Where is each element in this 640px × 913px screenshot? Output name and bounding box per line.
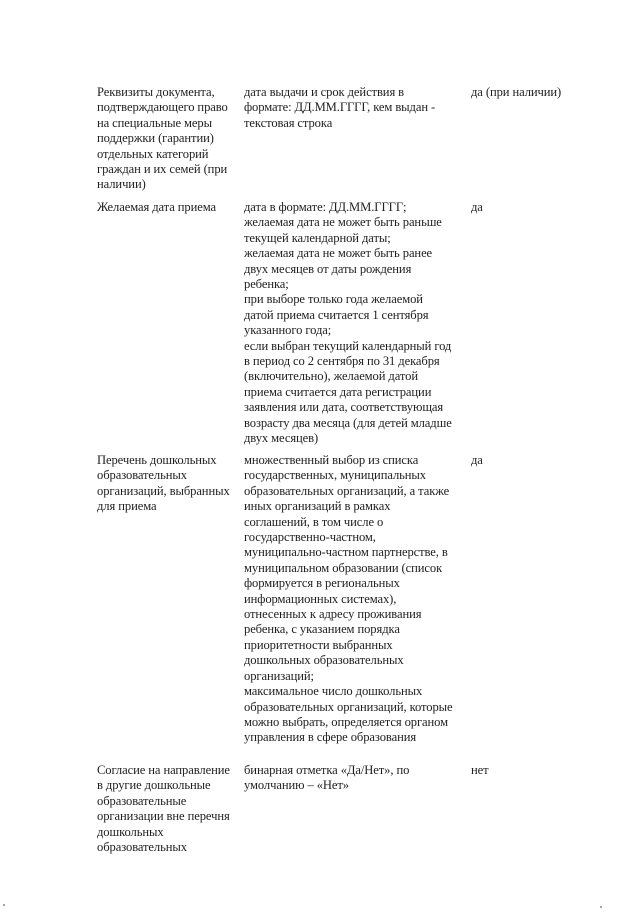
field-format-cell: множественный выбор из списка государственных, муниципальных образовательных организаций, а также иных организаций в рамках соглашений, в том числе о государственно-частном, муниципально-частном партнерстве, в муниципальном образовании (список формируется в региональных информационных системах), отнесенных к адресу проживания ребенка, с указанием порядка приоритетности выбранных дошкольных образовательных организаций; максимальное число дошкольных образовательных организаций, которые можно выбрать, определяется органом управления в сфере образования xyxy=(244,453,453,745)
field-format-cell: дата выдачи и срок действия в формате: ДД.ММ.ГГГГ, кем выдан - текстовая строка xyxy=(244,85,436,130)
field-name-cell: Желаемая дата приема xyxy=(97,200,217,214)
field-format-cell: бинарная отметка «Да/Нет», по умолчанию – «Нет» xyxy=(244,763,410,793)
field-name-cell: Реквизиты документа, подтверждающего право на специальные меры поддержки (гарантии) отдельных категорий граждан и их семей (при наличии) xyxy=(97,85,228,192)
field-required-cell: нет xyxy=(471,763,489,777)
scan-speck xyxy=(600,906,602,908)
field-required-cell: да (при наличии) xyxy=(471,85,562,99)
field-required-cell: да xyxy=(471,453,483,467)
field-name-cell: Согласие на направление в другие дошкольные образовательные организации вне перечня дошкольных образовательных xyxy=(97,763,230,855)
field-format-cell: дата в формате: ДД.ММ.ГГГГ; желаемая дата не может быть раньше текущей календарной даты; желаемая дата не может быть ранее двух месяцев от даты рождения ребенка; при выборе только года желаемой датой приема считается 1 сентября указанного года; если выбран текущий календарный год в период со 2 сентября по 31 декабря (включительно), желаемой датой приема считается дата регистрации заявления или дата, соответствующая возрасту два месяца (для детей младше двух месяцев) xyxy=(244,200,452,446)
scan-speck xyxy=(3,904,5,906)
field-name-cell: Перечень дошкольных образовательных организаций, выбранных для приема xyxy=(97,453,230,514)
field-required-cell: да xyxy=(471,200,483,214)
